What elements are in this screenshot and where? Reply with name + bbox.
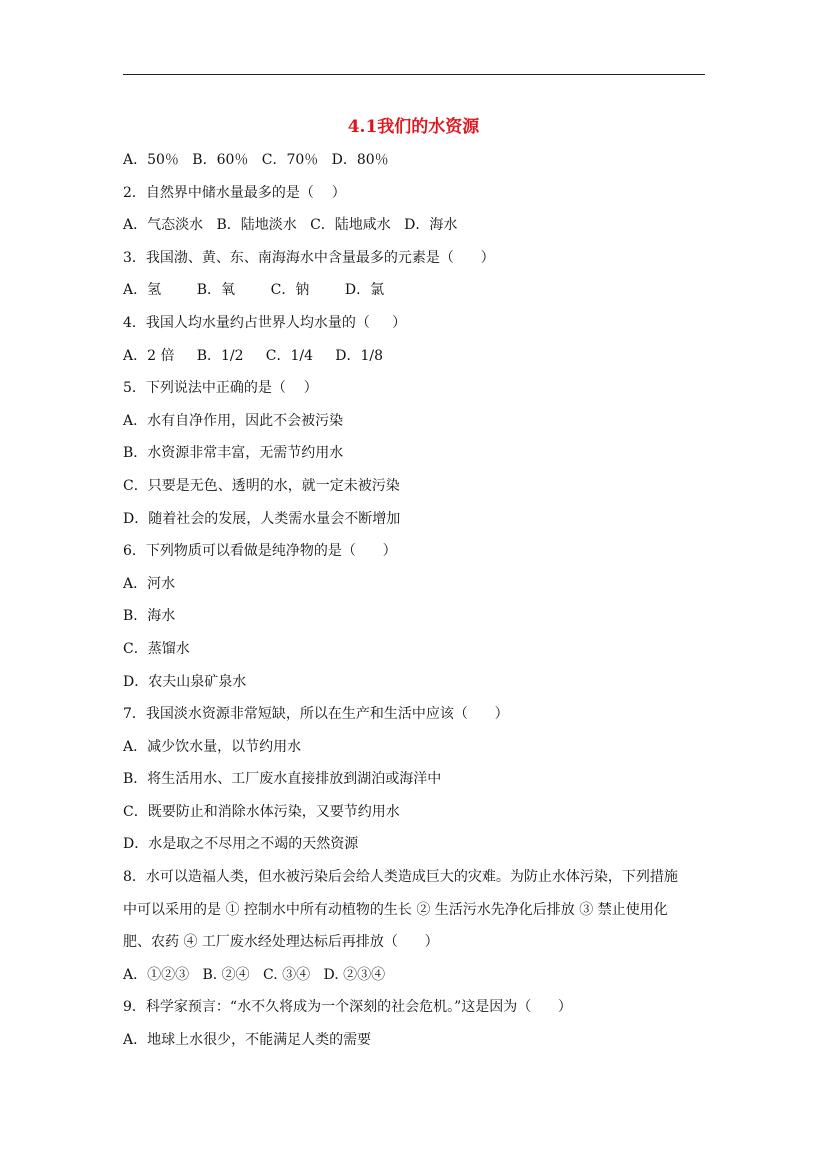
question-line: D．农夫山泉矿泉水 <box>123 673 247 690</box>
question-line: D．水是取之不尽用之不竭的天然资源 <box>123 836 359 853</box>
question-line: 7．我国淡水资源非常短缺，所以在生产和生活中应该（ ） <box>123 706 509 723</box>
question-line: A．减少饮水量，以节约用水 <box>123 738 302 755</box>
question-line: 肥、农药 ④ 工厂废水经处理达标后再排放（ ） <box>123 934 439 951</box>
question-line: C．只要是无色、透明的水，就一定未被污染 <box>123 477 400 494</box>
question-line: 4．我国人均水量约占世界人均水量的（ ） <box>123 314 407 331</box>
question-line: A．地球上水很少，不能满足人类的需要 <box>123 1032 372 1049</box>
question-line: A．①②③ B. ②④ C. ③④ D. ②③④ <box>123 966 386 983</box>
question-line: A．50％ B．60％ C．70％ D．80％ <box>123 152 389 168</box>
question-line: 2．自然界中储水量最多的是（ ） <box>123 184 346 201</box>
question-line: A．水有自净作用，因此不会被污染 <box>123 412 344 429</box>
question-line: C．蒸馏水 <box>123 640 190 657</box>
question-line: A．氢 B．氧 C．钠 D．氯 <box>123 282 385 299</box>
question-line: A．河水 <box>123 575 176 592</box>
question-line: 6．下列物质可以看做是纯净物的是（ ） <box>123 543 397 560</box>
question-list <box>123 151 723 1064</box>
question-line: B．水资源非常丰富，无需节约用水 <box>123 445 344 462</box>
question-line: 8．水可以造福人类，但水被污染后会给人类造成巨大的灾难。为防止水体污染，下列措施 <box>123 869 678 886</box>
question-line: 3．我国渤、黄、东、南海海水中含量最多的元素是（ ） <box>123 249 495 266</box>
question-line: D．随着社会的发展，人类需水量会不断增加 <box>123 510 401 527</box>
question-line: A．气态淡水 B．陆地淡水 C．陆地咸水 D．海水 <box>123 217 458 234</box>
question-line: C．既要防止和消除水体污染，又要节约用水 <box>123 803 400 820</box>
question-line: 5．下列说法中正确的是（ ） <box>123 380 318 397</box>
question-line: B．将生活用水、工厂废水直接排放到湖泊或海洋中 <box>123 771 442 788</box>
question-line: A．2 倍 B．1/2 C．1/4 D．1/8 <box>123 347 384 364</box>
question-line: 中可以采用的是 ① 控制水中所有动植物的生长 ② 生活污水先净化后排放 ③ 禁止使用化 <box>123 901 668 918</box>
question-line: 9．科学家预言：“水不久将成为一个深刻的社会危机。”这是因为（ ） <box>123 999 572 1016</box>
question-line: B．海水 <box>123 608 176 625</box>
page-title: 4.1我们的水资源 <box>347 117 480 137</box>
header-rule <box>123 74 705 75</box>
